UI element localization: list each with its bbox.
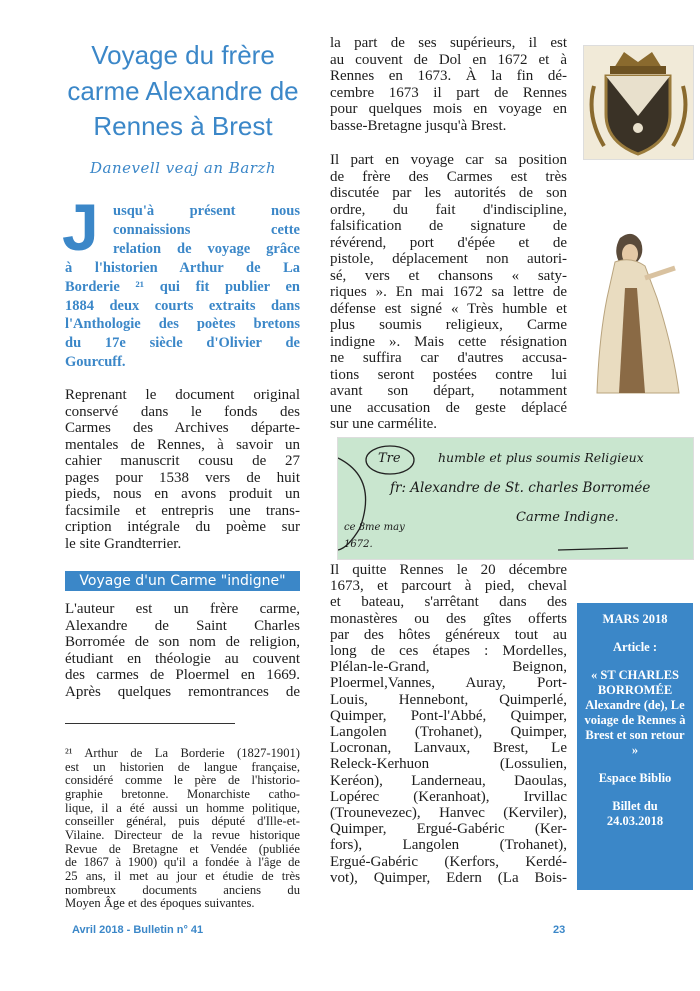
text-line: Alexandre de Saint Charles xyxy=(65,617,300,634)
text-line: falsification de signature de xyxy=(330,218,567,234)
text-line: pieds, nous en avons produit un xyxy=(65,486,300,502)
text-line: fors), Langolen (Trohanet), xyxy=(330,837,567,854)
page-number: 23 xyxy=(553,924,566,936)
manuscript-lettering: Tre xyxy=(378,451,401,466)
text-line: du 17e siècle d'Olivier de xyxy=(65,335,300,352)
sidebar-reference-box xyxy=(577,603,693,890)
text-line: Rennes en 1673. À la fin dé- xyxy=(330,68,567,84)
text-line: Il part en voyage car sa position xyxy=(330,152,567,168)
footer-issue: Avril 2018 - Bulletin n° 41 xyxy=(72,924,204,936)
manuscript-lettering: ce 8me may xyxy=(344,522,405,533)
sidebox-date: MARS 2018 xyxy=(602,612,668,626)
text-line: 1673, et parcourt à pied, cheval xyxy=(330,578,567,595)
text-line: Après quelques remontrances de xyxy=(65,683,300,700)
text-line: Releck-Kerhuon (Lossulien, xyxy=(330,756,567,773)
text-line: pour quelques mois en voyage en xyxy=(330,101,567,117)
text-line: cembre 1673 il part de Rennes xyxy=(330,84,567,101)
text-line: révérend, port d'épée et de xyxy=(330,234,567,251)
text-line: Reprenant le document original xyxy=(65,387,300,403)
text-line: Quimper, Ergué-Gabéric (Ker- xyxy=(330,821,567,838)
coat-of-arms-image xyxy=(583,45,694,160)
text-line: tions seront postées contre lui xyxy=(330,366,567,383)
text-line: relation de voyage grâce xyxy=(113,240,300,257)
text-line: et bateau, s'arrêtant dans des xyxy=(330,594,567,611)
text-line: nombreux documents anciens du xyxy=(65,882,300,897)
text-line: Vilaine. Directeur de la revue historique xyxy=(65,827,300,842)
manuscript-signature-image xyxy=(337,437,694,560)
text-line: 1884 deux courts extraits dans xyxy=(65,297,300,314)
text-line: défense est signé « Très humble et xyxy=(330,300,567,317)
text-line: Louis, Hennebont, Quimperlé, xyxy=(330,691,567,708)
footnote xyxy=(65,747,300,911)
sidebox-billet-date: Billet du 24.03.2018 xyxy=(606,799,664,828)
drop-cap: J xyxy=(62,190,99,264)
text-line: pistole, déplacement non autori- xyxy=(330,251,567,267)
text-line: Revue de Bretagne et Vendée (publiée xyxy=(65,841,300,856)
text-line: indigne ». Mais cette résignation xyxy=(330,333,567,350)
text-line: étudiant en théologie au couvent xyxy=(65,650,300,667)
text-line: plus soumis religieux, Carme xyxy=(330,317,567,333)
text-line: ordre, du fait d'indiscipline, xyxy=(330,201,567,218)
text-line: la part de ses supérieurs, il est xyxy=(330,35,567,51)
text-line: conservé dans le fonds des xyxy=(65,403,300,420)
text-line: Keréon), Landerneau, Daoulas, xyxy=(330,772,567,789)
text-line: ne suffira car d'autres accusa- xyxy=(330,350,567,366)
text-line: Il quitte Rennes le 20 décembre xyxy=(330,562,567,578)
text-line: Quimper, Pont-l'Abbé, Quimper, xyxy=(330,707,567,724)
text-line: pages pour 1538 vers de huit xyxy=(65,469,300,486)
manuscript-lettering: Carme Indigne. xyxy=(516,510,619,525)
text-line: vot), Quimper, Edern (La Bois- xyxy=(330,869,567,886)
text-line: Carmes des Archives départe- xyxy=(65,420,300,436)
text-line: Ploermel,Vannes, Auray, Port- xyxy=(330,675,567,692)
text-line: conseiller général, puis député d'Ille-et- xyxy=(65,814,300,829)
sidebox-article-title: « ST CHARLES BORROMÉE Alexandre (de), Le voiage de Rennes à Brest et son retour » xyxy=(584,668,686,757)
text-line: usqu'à présent nous xyxy=(113,203,300,219)
text-line: sur une carmélite. xyxy=(330,416,438,432)
text-line: le site Grandterrier. xyxy=(65,535,182,552)
text-line: discutée par les autorités de son xyxy=(330,185,567,201)
text-line: de frère des Carmes est très xyxy=(330,168,567,185)
text-line: (Trounevezec), Hanvec (Kerviler), xyxy=(330,805,567,822)
text-line: basse-Bretagne jusqu'à Brest. xyxy=(330,117,507,134)
text-line: de 1867 à 1900) qu'il a fondée à l'âge de xyxy=(65,855,300,870)
text-line: considéré comme le père de l'historio- xyxy=(65,773,300,788)
carmelite-monk-image xyxy=(575,228,692,398)
text-line: sé, vers et chansons « saty- xyxy=(330,267,567,284)
paragraph-right-2 xyxy=(330,152,567,433)
text-line: mentales de Rennes, à savoir un xyxy=(65,436,300,453)
text-line: des carmes de Ploermel en 1669. xyxy=(65,667,300,683)
text-line: cription intégrale du poème sur xyxy=(65,519,300,535)
text-line: par des hôtes généreux tout au xyxy=(330,626,567,643)
text-line: ²¹ Arthur de La Borderie (1827-1901) xyxy=(65,746,300,760)
text-line: lique, il a été aussi un homme politique, xyxy=(65,800,300,815)
text-line: facsimile et entrepris une trans- xyxy=(65,502,300,519)
text-line: une accusation de geste déplacé xyxy=(330,399,567,416)
sidebox-label: Article : xyxy=(612,640,658,654)
text-line: avant son départ, notamment xyxy=(330,383,567,399)
article-subtitle: Danevell veaj an Barzh xyxy=(89,159,276,177)
sidebox-source: Espace Biblio xyxy=(598,771,672,785)
paragraph-auteur xyxy=(65,601,300,700)
text-line: l'Anthologie des poètes bretons xyxy=(65,316,300,333)
manuscript-lettering: 1672. xyxy=(344,539,373,550)
text-line: Langolen (Trohanet), Quimper, xyxy=(330,724,567,741)
section-heading: Voyage d'un Carme "indigne" xyxy=(65,571,300,591)
text-line: Gourcuff. xyxy=(65,354,126,371)
text-line: Locronan, Lanvaux, Brest, Le xyxy=(330,740,567,757)
text-line: Plélan-le-Grand, Beignon, xyxy=(330,659,567,676)
text-line: riques ». En mai 1672 sa lettre de xyxy=(330,284,567,300)
text-line: monastères ou des gîtes offerts xyxy=(330,610,567,627)
text-line: Borderie ²¹ qui fit publier en xyxy=(65,278,300,295)
text-line: est un historien de langue française, xyxy=(65,759,300,774)
text-line: long de ces étapes : Mordelles, xyxy=(330,643,567,660)
title-line: carme Alexandre de xyxy=(67,75,299,106)
title-line: Rennes à Brest xyxy=(93,111,273,141)
paragraph-right-1 xyxy=(330,35,567,134)
footnote-divider xyxy=(65,723,235,724)
text-line: L'auteur est un frère carme, xyxy=(65,601,300,617)
text-line: à l'historien Arthur de La xyxy=(65,259,300,276)
text-line: 25 ans, il met au jour et étudie de très xyxy=(65,868,300,883)
text-line: graphie bretonne. Monarchiste catho- xyxy=(65,786,300,801)
text-line: au couvent de Dol en 1672 et à xyxy=(330,51,567,68)
manuscript-lettering: humble et plus soumis Religieux xyxy=(438,450,644,465)
intro-paragraph xyxy=(65,202,300,372)
paragraph-right-3 xyxy=(330,562,567,886)
title-line: Voyage du frère xyxy=(91,40,275,70)
text-line: Borromée de son nom de religion, xyxy=(65,634,300,650)
text-line: Lopérec (Keranhoat), Irvillac xyxy=(330,788,567,805)
paragraph-reprenant xyxy=(65,387,300,552)
text-line: connaissions cette xyxy=(113,221,300,238)
text-line: Moyen Âge et des époques suivantes. xyxy=(65,896,255,911)
text-line: Ergué-Gabéric (Kerfors, Kerdé- xyxy=(330,853,567,870)
article-title xyxy=(50,38,316,145)
text-line: cahier manuscrit cousu de 27 xyxy=(65,453,300,469)
manuscript-lettering: fr: Alexandre de St. charles Borromée xyxy=(390,480,651,496)
